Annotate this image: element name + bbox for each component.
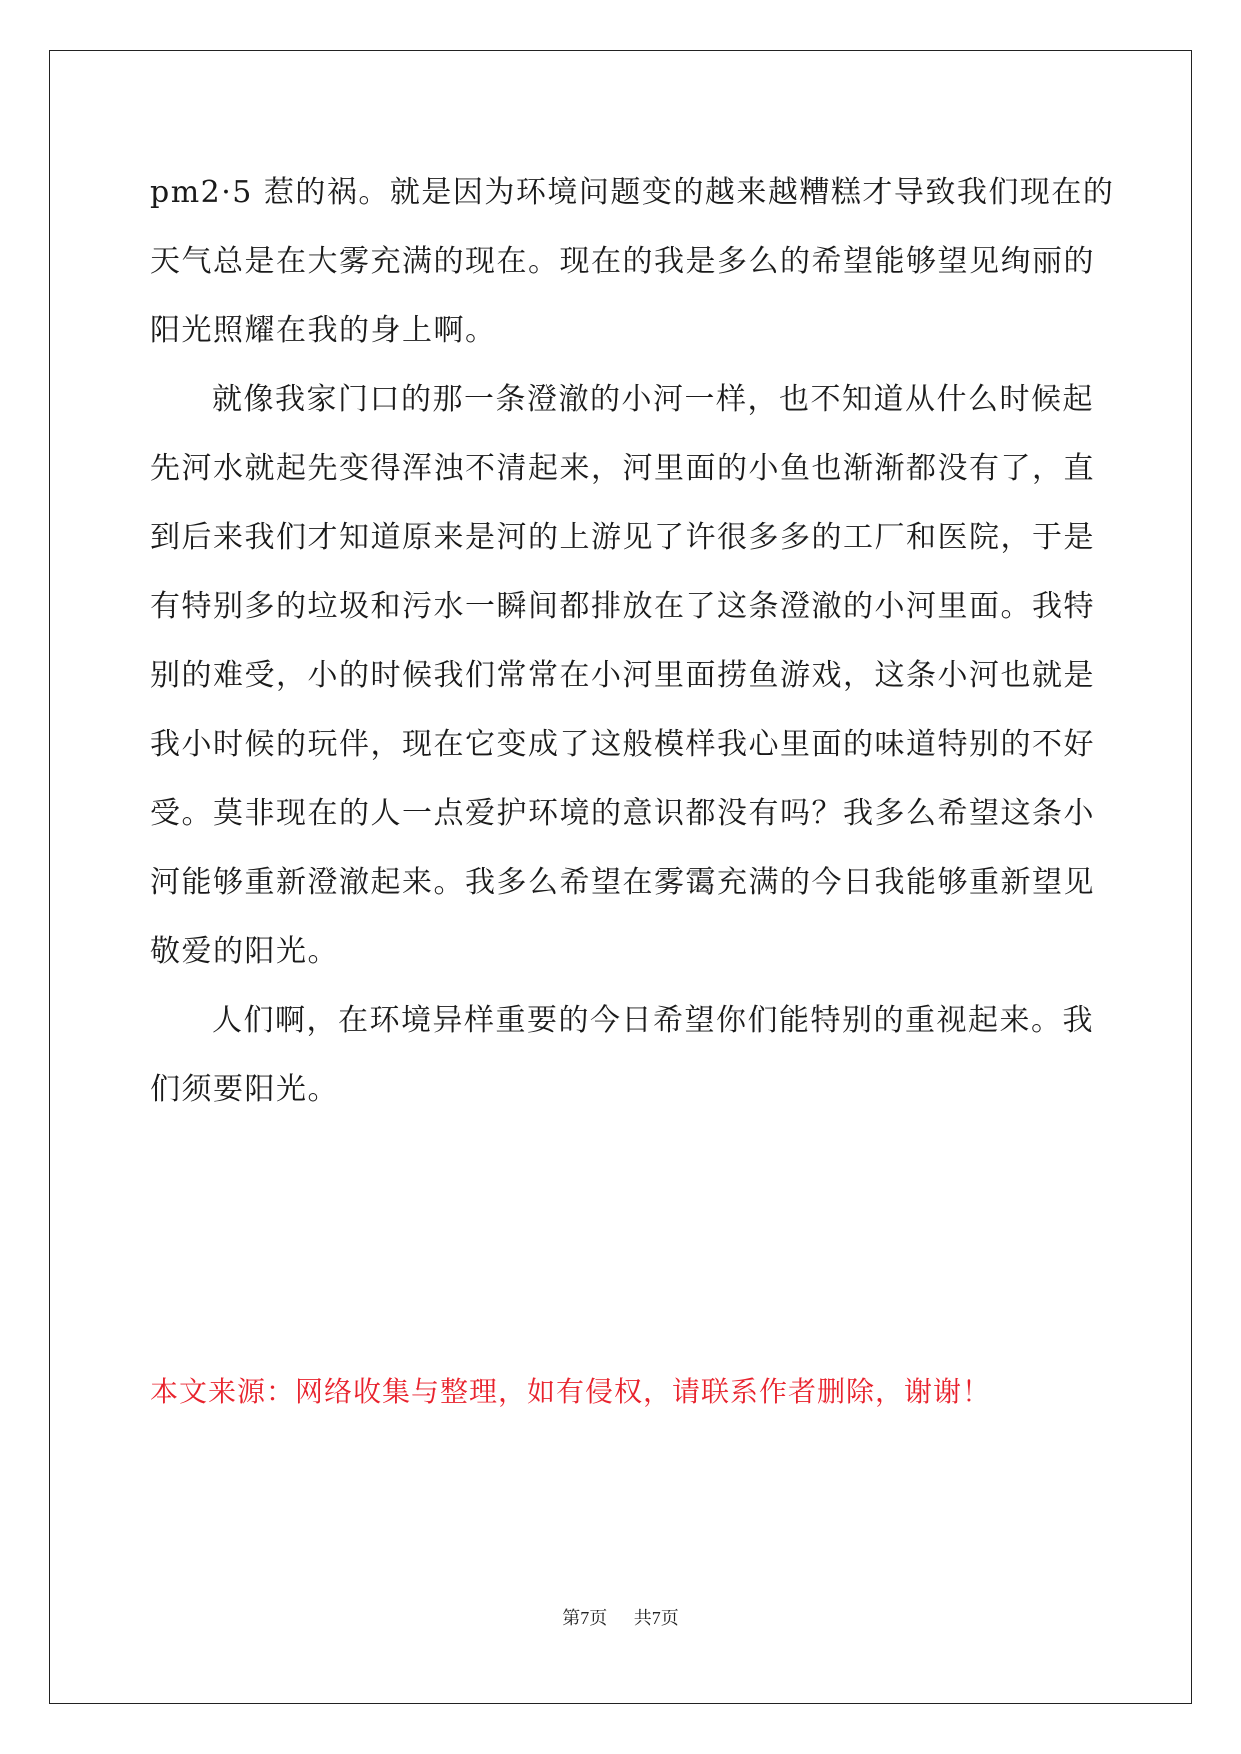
document-body bbox=[150, 158, 1115, 1124]
text-line: 受。莫非现在的人一点爱护环境的意识都没有吗？我多么希望这条小 bbox=[150, 796, 1095, 831]
text-line: 们须要阳光。 bbox=[150, 1072, 339, 1107]
text-line: 我小时候的玩伴，现在它变成了这般模样我心里面的味道特别的不好 bbox=[150, 727, 1095, 762]
text-line: 到后来我们才知道原来是河的上游见了许很多多的工厂和医院，于是 bbox=[150, 520, 1095, 555]
text-line: 天气总是在大雾充满的现在。现在的我是多么的希望能够望见绚丽的 bbox=[150, 244, 1095, 279]
text-line: 就像我家门口的那一条澄澈的小河一样，也不知道从什么时候起 bbox=[212, 382, 1094, 417]
page-footer bbox=[0, 1606, 1241, 1630]
page-number-current: 第7页 bbox=[562, 1608, 608, 1628]
text-line: 阳光照耀在我的身上啊。 bbox=[150, 313, 497, 348]
text-line: 人们啊，在环境异样重要的今日希望你们能特别的重视起来。我 bbox=[212, 1003, 1094, 1038]
source-disclaimer: 本文来源：网络收集与整理，如有侵权，请联系作者删除，谢谢！ bbox=[150, 1375, 992, 1408]
text-line: 有特别多的垃圾和污水一瞬间都排放在了这条澄澈的小河里面。我特 bbox=[150, 589, 1095, 624]
page-number-total: 共7页 bbox=[633, 1608, 679, 1628]
text-line: 先河水就起先变得浑浊不清起来，河里面的小鱼也渐渐都没有了，直 bbox=[150, 451, 1095, 486]
text-line: pm2·5 惹的祸。就是因为环境问题变的越来越糟糕才导致我们现在的 bbox=[150, 175, 1115, 210]
text-line: 敬爱的阳光。 bbox=[150, 934, 339, 969]
text-line: 河能够重新澄澈起来。我多么希望在雾霭充满的今日我能够重新望见 bbox=[150, 865, 1095, 900]
text-line: 别的难受，小的时候我们常常在小河里面捞鱼游戏，这条小河也就是 bbox=[150, 658, 1095, 693]
